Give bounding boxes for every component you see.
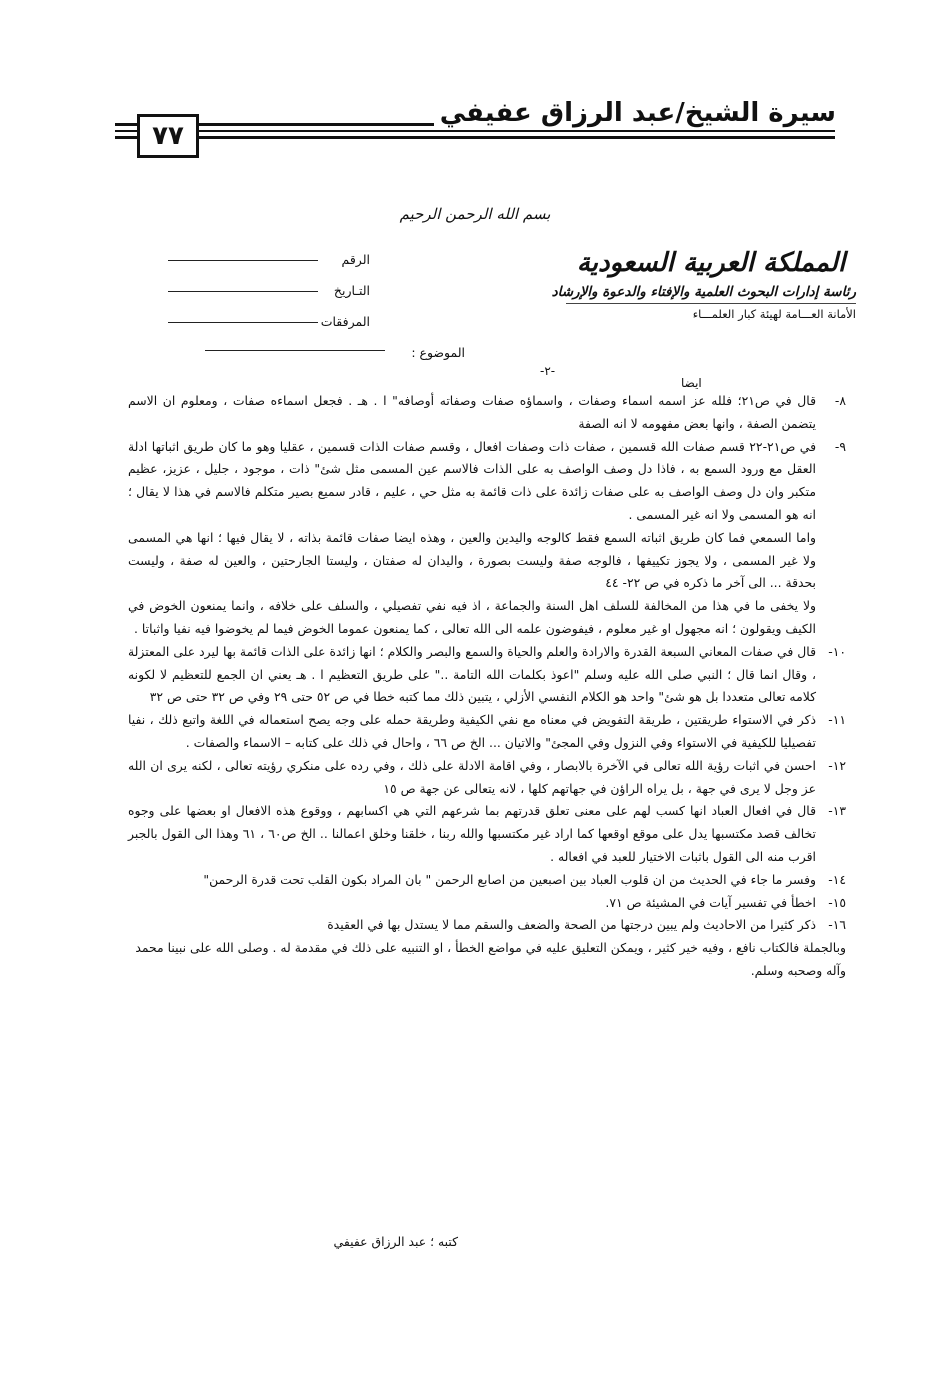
- list-item: [128, 709, 846, 755]
- list-item: [128, 436, 846, 527]
- book-title: سيرة الشيخ/عبد الرزاق عفيفي: [434, 98, 842, 128]
- also-heading: ايضا: [681, 376, 702, 390]
- item-text: في ص٢١-٢٢ قسم صفات الله قسمين ، صفات ذات وصفات افعال ، وقسم صفات الذات قسمين ، عقليا وهو ما كان طريق اثباتها ادلة العقل مع ورود السمع به ، فاذا دل وصف الواصف به على الذات فالاسم عين المسمى مثل شئ" ذات ، موجود ، جليل ، عزيز، عظيم متكبر وان دل وصف الواصف به على صفات زائدة على ذات قائمة به مثل حي ، عليم ، قادر سميع بصير متكلم فالاسم في هذا لا يقال ؛ انه هو المسمى ولا انه غير المسمى .: [128, 438, 817, 522]
- header-rule: [115, 136, 835, 139]
- item-number: ٩-: [834, 438, 846, 454]
- item-number: ١٢-: [828, 757, 846, 773]
- paragraph: ولا يخفى ما في هذا من المخالفة للسلف اهل السنة والجماعة ، اذ فيه نفي تفصيلي ، والسلف على خلافه ، وانما يمنعون الخوض في الكيف ويقولون ؛ انه مجهول او غير معلوم ، فيفوضون علمه الى الله تعالى ، كما يمنعون عموما الخوض فيما لم يخوضوا فيه نفيا واثباتا .: [128, 598, 816, 636]
- subject-label: الموضوع :: [411, 345, 465, 360]
- item-text: قال في ص٢١؛ فلله عز اسمه اسماء وصفات ، واسماؤه صفات وصفاته أوصافه" ا . هـ . فجعل اسماءه صفات ، ومعلوم ان الاسم يتضمن الصفة ، وانها بعض مفهومه لا انه الصفة: [128, 393, 817, 431]
- item-number: ٨-: [834, 393, 846, 408]
- document-body: [128, 390, 846, 983]
- attachments-label: المرفقات: [320, 314, 370, 329]
- item-text: ذكر كثيرا من الاحاديث ولم يبين درجتها من الصحة والضعف والسقم مما لا يستدل بها في العقيدة: [327, 917, 816, 933]
- list-item: [128, 869, 846, 892]
- paragraph: واما السمعي فما كان طريق اثباته السمع فقط كالوجه واليدين والعين ، وهذه ايضا صفات قائمة بذاته ، لا يقال فيها ؛ انها هي المسمى ولا غير المسمى ، ولا يجوز تكييفها ، فالوجه صفة وليست بصورة ، واليدان له صفتان ، وليستا الجارحتين ، والعين له صفة ، وليست بحدقة ... الى آخر ما ذكره في ص ٢٢- ٤٤: [128, 529, 816, 591]
- secretariat-name: الأمانة العـــامة لهيئة كبار العلمـــاء: [692, 307, 856, 321]
- item-text: ذكر في الاستواء طريقتين ، طريقة التفويض في معناه مع نفي الكيفية وطريقة حمله على وجه يصح استعماله في اللغة واتبع ذلك ، نفيا تفصيليا للكيفية في الاستواء وفي النزول وفي المجئ" والاتيان ... الخ ص ٦٦ ، واحال في ذلك على كتابه – الاسماء والصفات .: [128, 712, 816, 750]
- item-text: وفسر ما جاء في الحديث من ان قلوب العباد بين اصبعين من اصابع الرحمن " بان المراد بكون القلب تحت قدرة الرحمن": [203, 871, 816, 887]
- letterhead: [551, 245, 856, 324]
- document-page-marker: -٢-: [540, 364, 556, 378]
- kingdom-name: المملكة العربية السعودية: [576, 248, 846, 278]
- item-text: احسن في اثبات رؤية الله تعالى في الآخرة بالابصار ، وفي اقامة الادلة على ذلك ، وفي رده على منكري رؤيته تعالى ، لكنه يرى ان الله عز وجل لا يرى في جهة ، بل يراه الراؤن في جهاتهم كلها ، لانه يتعالى عن جهة ص ١٥: [128, 757, 816, 796]
- date-field: [165, 267, 370, 298]
- header-rule: [115, 130, 835, 132]
- number-label: الرقم: [341, 252, 370, 267]
- page-header: [0, 90, 934, 160]
- item-number: ١٦-: [828, 917, 846, 933]
- item-text: اخطأ في تفسير آيات في المشيئة ص ٧١.: [605, 894, 816, 910]
- list-item: [128, 892, 846, 915]
- item-number: ١١-: [828, 712, 846, 728]
- page-number: ٧٧: [137, 114, 199, 158]
- list-item: [128, 641, 846, 709]
- number-blank: [168, 260, 318, 261]
- item-text: قال في افعال العباد انها كسب لهم على معنى تعلق قدرتهم بما شرعهم التي هي اكسابهم ، ووقوع هذه الافعال او بعضها على وجوه تخالف قصد مكتسبها يدل على موقع اوقعها كما اراد غير مكتسبها والله ربنا ، خلقنا وخلق اعمالنا .. الخ ص٦٠ ، ٦١ وهذا الى القول بالجبر اقرب منه الى القول باثبات الاختيار للعبد في افعاله .: [128, 803, 816, 864]
- subject-blank: [205, 350, 385, 351]
- item-number: ١٤-: [828, 871, 846, 887]
- item-number: ١٣-: [828, 803, 846, 819]
- subject-field: [165, 345, 465, 360]
- list-item: [128, 755, 846, 801]
- item-number: ١٠-: [828, 643, 846, 659]
- closing-paragraph: وبالجملة فالكتاب نافع ، وفيه خير كثير ، ويمكن التعليق عليه في مواضع الخطأ ، او التنبيه على ذلك في مقدمة له . وصلى الله على نبينا محمد وآله وصحبه وسلم.: [135, 940, 846, 978]
- date-label: التـاريخ: [333, 283, 370, 298]
- list-item: [128, 914, 846, 937]
- number-field: [165, 236, 370, 267]
- presidency-name: رئاسة إدارات البحوث العلمية والإفتاء والدعوة والإرشاد: [566, 281, 856, 304]
- basmala: بسم الله الرحمن الرحيم: [399, 205, 551, 223]
- list-item: [128, 800, 846, 868]
- attachments-field: [165, 298, 370, 329]
- attachments-blank: [168, 322, 318, 323]
- item-number: ١٥-: [828, 894, 846, 910]
- reference-fields: [165, 236, 370, 329]
- signature: كتبه ؛ عبد الرزاق عفيفي: [333, 1234, 458, 1249]
- date-blank: [168, 291, 318, 292]
- item-text: قال في صفات المعاني السبعة القدرة والارادة والعلم والحياة والسمع والبصر والكلام ؛ انها زائدة على الذات قائمة بها ليرد على المعتزلة ، وقال انما قال ؛ النبي صلى الله عليه وسلم "اعوذ بكلمات الله التامة .." على طريق التعظيم ا . هـ يعني ان الجمع للتعظيم لا لكونه كلامه تعالى متعددا بل هو شئ" واحد هو الكلام النفسي الأزلي ، يتبين ذلك مما كتبه خطا في ص ٥٢ حتى ٢٩ وفي ص ٣٢ حتى ص ٣٢: [128, 643, 816, 705]
- list-item: [128, 390, 846, 436]
